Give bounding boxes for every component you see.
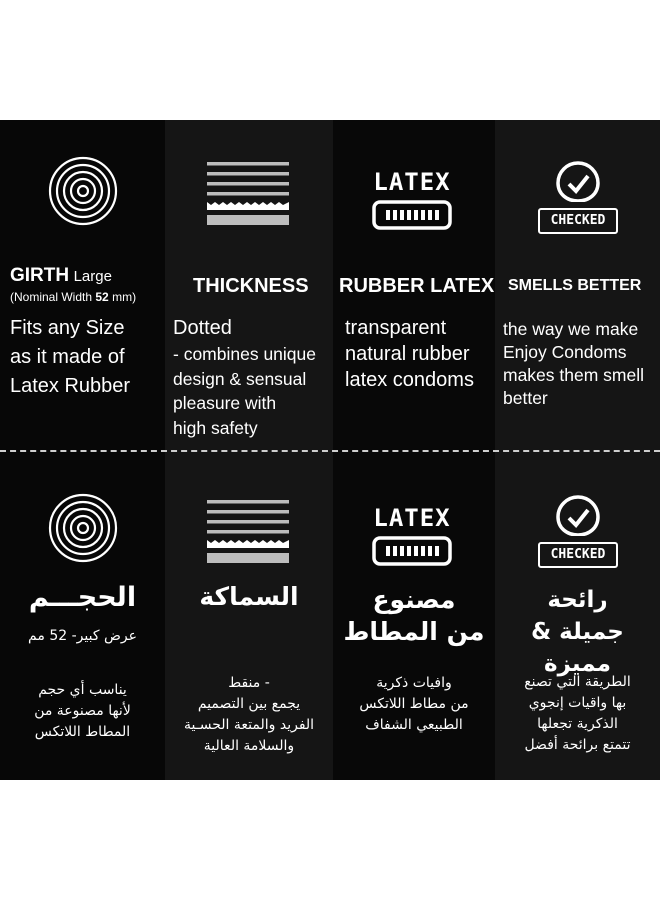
thickness-body-ar-line: - منقط <box>228 675 270 691</box>
smell-body-line: the way we make <box>503 319 639 339</box>
girth-body-line: as it made of <box>10 346 125 368</box>
girth-subtitle <box>10 290 136 304</box>
features-panel <box>0 120 660 780</box>
thickness-body-line: design & sensual <box>173 368 307 389</box>
smell-body-ar-line: تتمتع برائحة أفضل <box>524 737 631 753</box>
thickness-title: THICKNESS <box>193 275 309 297</box>
layers-icon <box>207 162 291 226</box>
thickness-body-ar-line: الفريد والمتعة الحسـية <box>183 717 315 733</box>
smell-title: SMELLS BETTER <box>508 277 642 294</box>
smell-body-line: makes them smell <box>503 365 645 385</box>
thickness-body-line: pleasure with <box>173 393 277 413</box>
girth-subtitle-unit: mm) <box>112 290 137 304</box>
checked-badge-icon <box>538 542 618 568</box>
smell-body-ar <box>495 672 660 756</box>
latex-body-line: latex condoms <box>345 369 474 391</box>
latex-strip-icon <box>372 200 452 230</box>
smell-title-ar-line: رائحة <box>547 587 608 613</box>
girth-body-line: Latex Rubber <box>10 375 131 397</box>
latex-body <box>345 315 474 393</box>
girth-subtitle-value: 52 <box>95 290 109 304</box>
girth-body-ar <box>0 680 165 743</box>
latex-title-ar <box>333 584 495 648</box>
thickness-body-ar-line: والسلامة العالية <box>203 738 295 754</box>
latex-body-line: natural rubber <box>345 343 470 365</box>
thickness-body-ar <box>165 673 333 757</box>
smell-body-line: better <box>503 388 548 408</box>
girth-body-ar-line: يناسب أي حجم <box>38 682 127 698</box>
latex-strip-icon <box>372 536 452 566</box>
latex-title-ar-line: من المطاط <box>343 617 485 646</box>
girth-title-line <box>10 265 112 287</box>
latex-body-ar-line: الطبيعي الشفاف <box>365 717 463 733</box>
latex-title: RUBBER LATEX <box>339 275 495 297</box>
girth-title-ar: الحجـــم <box>28 582 137 613</box>
checked-badge-icon <box>538 208 618 234</box>
thickness-body <box>173 342 316 440</box>
smell-body <box>503 318 644 410</box>
checked-badge-label: CHECKED <box>550 547 606 562</box>
thickness-body-lead: Dotted <box>173 317 232 339</box>
thickness-body-line: - combines unique <box>173 344 316 364</box>
girth-title-suffix: Large <box>73 268 112 285</box>
latex-icon-label: LATEX <box>373 168 451 196</box>
check-circle-icon <box>554 160 602 202</box>
checked-badge-label: CHECKED <box>550 213 606 228</box>
girth-body <box>10 314 130 401</box>
latex-title-ar-line: مصنوع <box>372 585 456 614</box>
girth-body-ar-line: المطاط اللاتكس <box>34 724 131 740</box>
thickness-title-ar: السماكة <box>199 582 299 611</box>
latex-body-line: transparent <box>345 317 447 339</box>
latex-body-ar-line: من مطاط اللاتكس <box>359 696 469 712</box>
girth-body-ar-line: لأنها مصنوعة من <box>34 703 131 719</box>
smell-body-line: Enjoy Condoms <box>503 342 627 362</box>
thickness-body-line: high safety <box>173 417 258 438</box>
smell-body-ar-line: الطريقة التي تصنع <box>524 674 631 690</box>
concentric-circles-icon <box>48 493 118 563</box>
latex-icon-label: LATEX <box>373 504 451 532</box>
girth-title: GIRTH <box>10 265 70 286</box>
smell-body-ar-line: بها واقيات إنجوي <box>528 695 627 711</box>
latex-body-ar-line: وافيات ذكرية <box>376 675 452 691</box>
layers-icon <box>207 500 291 564</box>
dashed-divider <box>0 450 660 452</box>
concentric-circles-icon <box>48 156 118 226</box>
girth-body-line: Fits any Size <box>10 317 125 339</box>
smell-title-ar <box>495 584 660 680</box>
smell-body-ar-line: الذكرية تجعلها <box>537 716 618 732</box>
thickness-body-ar-line: يجمع بين التصميم <box>197 696 301 712</box>
latex-body-ar <box>333 673 495 736</box>
check-circle-icon <box>554 494 602 536</box>
smell-title-ar-line: جميلة & مميزة <box>531 619 624 677</box>
girth-subtitle-prefix: (Nominal Width <box>10 290 93 304</box>
girth-subtitle-ar: عرض كبير- 52 مم <box>28 628 137 644</box>
